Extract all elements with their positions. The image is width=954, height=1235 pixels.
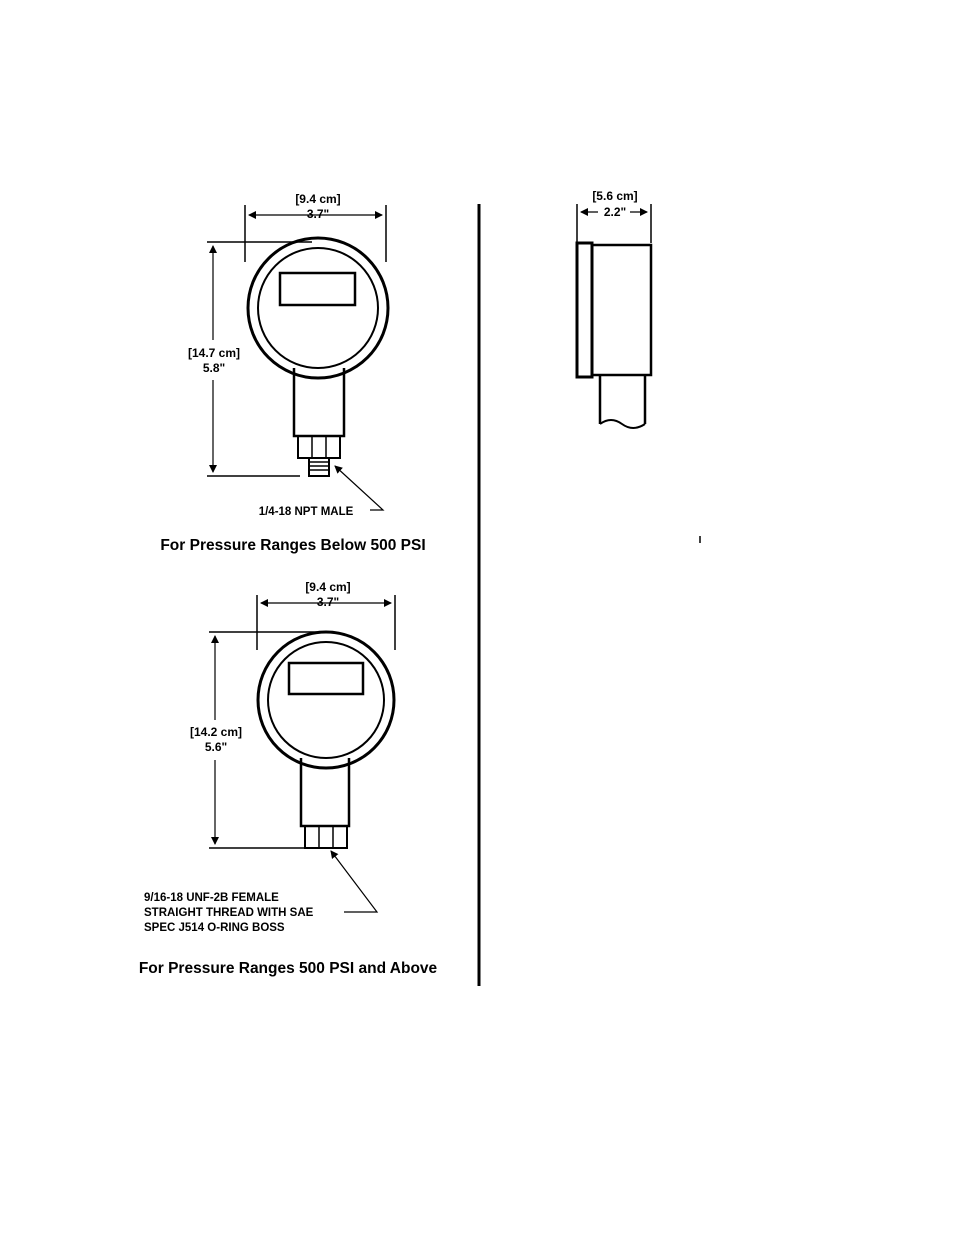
top-gauge-hex-nut <box>298 436 340 458</box>
bottom-fitting-leader <box>331 851 377 912</box>
bottom-gauge-hex-fitting <box>305 826 347 848</box>
top-height-imperial: 5.8" <box>202 361 226 375</box>
side-view-stem <box>600 375 645 424</box>
bottom-gauge-display-window <box>289 663 363 694</box>
bottom-gauge-caption: For Pressure Ranges 500 PSI and Above <box>138 960 438 977</box>
side-depth-metric: [5.6 cm] <box>592 189 638 203</box>
bottom-height-imperial: 5.6" <box>204 740 228 754</box>
side-depth-imperial: 2.2" <box>603 205 627 219</box>
top-fitting-note: 1/4-18 NPT MALE <box>258 506 354 518</box>
side-view-bezel <box>577 243 592 377</box>
bottom-gauge-face <box>268 642 384 758</box>
top-width-metric: [9.4 cm] <box>295 192 341 206</box>
top-gauge-face <box>258 248 378 368</box>
bottom-width-imperial: 3.7" <box>316 595 340 609</box>
bottom-height-metric: [14.2 cm] <box>189 725 243 739</box>
bottom-fitting-note-line-3: SPEC J514 O-RING BOSS <box>144 922 285 934</box>
side-view-stem-break <box>600 420 645 428</box>
top-gauge-caption: For Pressure Ranges Below 500 PSI <box>160 537 426 554</box>
side-view <box>577 189 700 543</box>
side-view-housing <box>592 245 651 375</box>
bottom-width-metric: [9.4 cm] <box>305 580 351 594</box>
bottom-fitting-note-line-2: STRAIGHT THREAD WITH SAE <box>144 907 314 919</box>
bottom-gauge-front-view <box>139 580 438 977</box>
top-gauge-npt-thread <box>309 458 329 476</box>
top-fitting-leader <box>335 466 383 510</box>
top-height-metric: [14.7 cm] <box>187 346 241 360</box>
top-gauge-front-view <box>160 192 425 554</box>
bottom-gauge-bezel <box>258 632 394 768</box>
top-width-imperial: 3.7" <box>306 207 330 221</box>
top-gauge-display-window <box>280 273 355 305</box>
bottom-fitting-note-line-1: 9/16-18 UNF-2B FEMALE <box>144 892 279 904</box>
top-gauge-bezel <box>248 238 388 378</box>
